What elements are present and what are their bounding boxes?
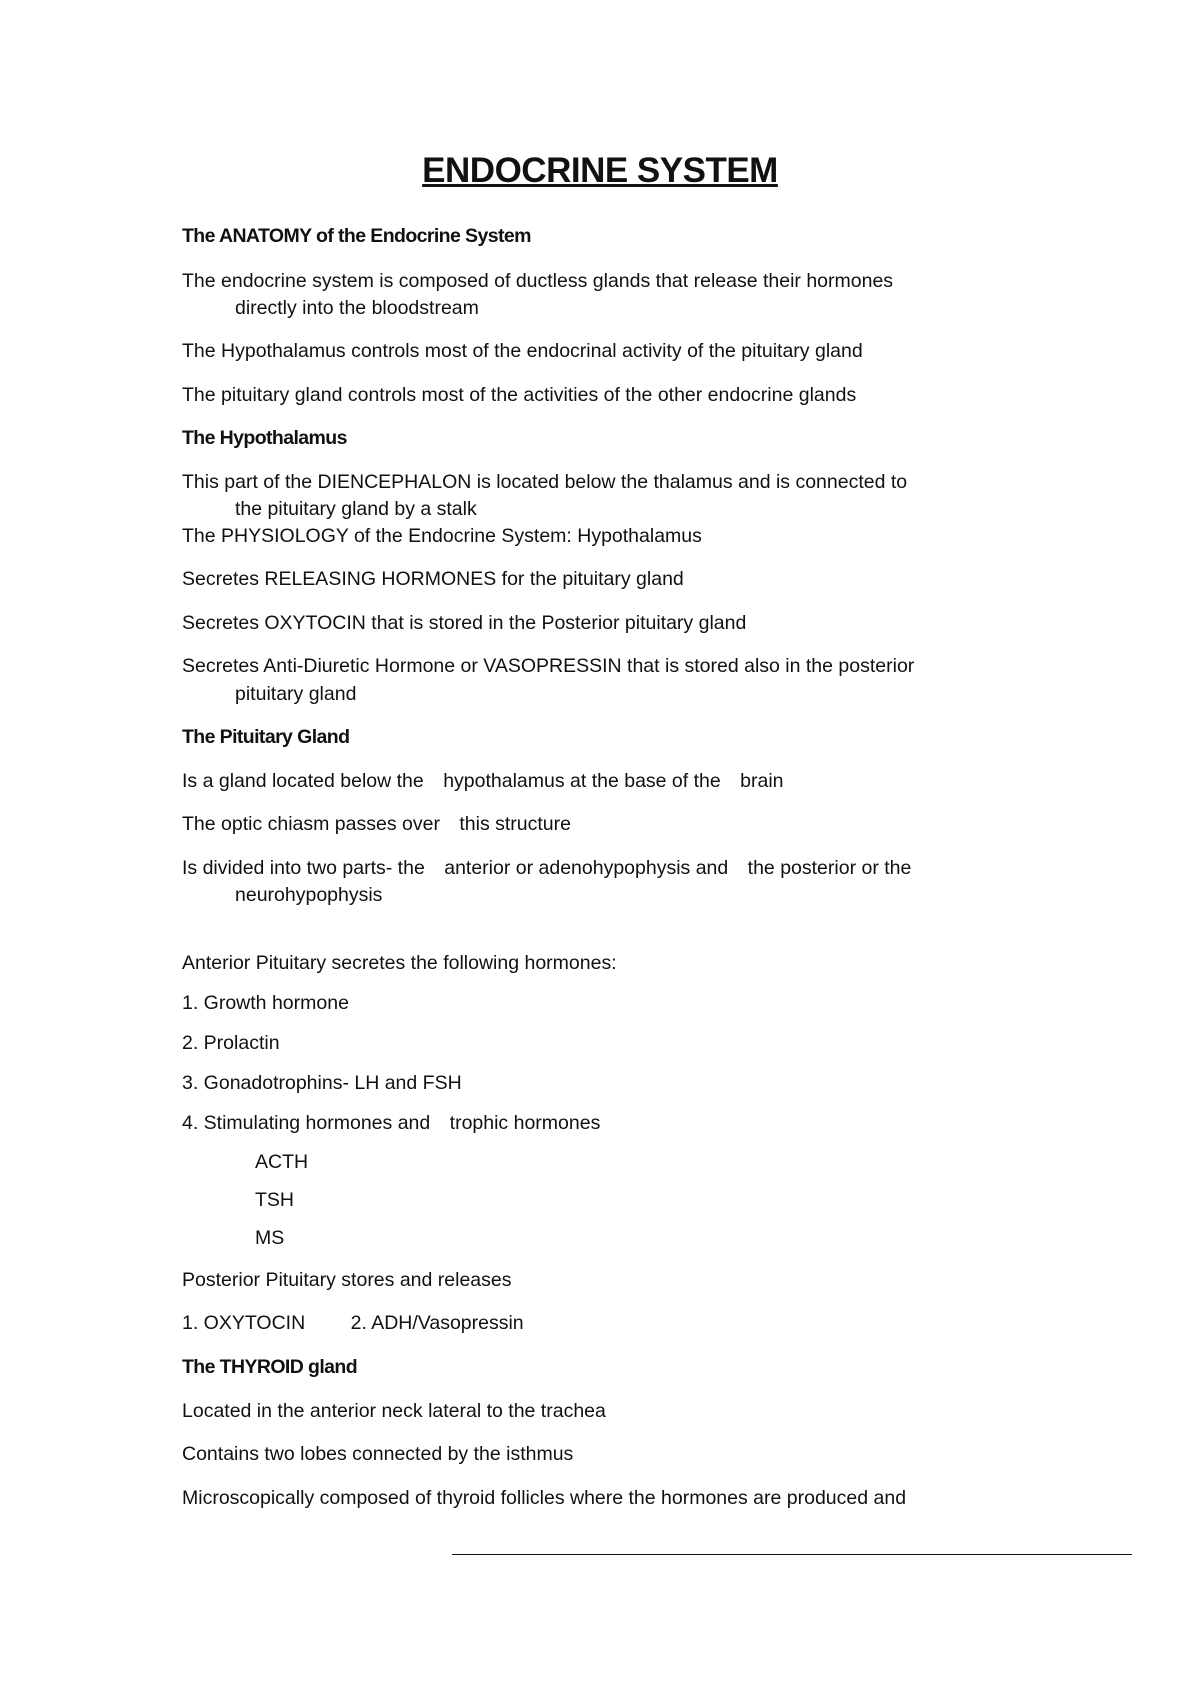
pituitary-p1-part-c: brain <box>740 770 784 792</box>
hypothalamus-paragraph-3: Secretes RELEASING HORMONES for the pituitary gland <box>182 568 684 590</box>
posterior-item-1: 1. OXYTOCIN <box>182 1312 306 1334</box>
hypothalamus-paragraph-5: Secretes Anti-Diuretic Hormone or VASOPRESSIN that is stored also in the posterior <box>182 655 915 677</box>
pituitary-p1-part-b: hypothalamus at the base of the <box>443 770 721 792</box>
pituitary-p1-part-a: Is a gland located below the <box>182 770 424 792</box>
heading-pituitary: The Pituitary Gland <box>182 726 350 748</box>
pituitary-p3-part-b: anterior or adenohypophysis and <box>444 857 729 879</box>
posterior-pituitary-list <box>182 1310 524 1336</box>
hypothalamus-paragraph-4: Secretes OXYTOCIN that is stored in the Posterior pituitary gland <box>182 612 747 634</box>
pituitary-paragraph-1 <box>182 768 784 794</box>
anatomy-paragraph-1-cont: directly into the bloodstream <box>235 297 479 319</box>
heading-anatomy: The ANATOMY of the Endocrine System <box>182 225 531 247</box>
list-item: 3. Gonadotrophins- LH and FSH <box>182 1072 462 1094</box>
fill-in-blank-line <box>452 1554 1132 1555</box>
hypothalamus-paragraph-2: The PHYSIOLOGY of the Endocrine System: Hypothalamus <box>182 525 702 547</box>
list-item: 1. Growth hormone <box>182 992 349 1014</box>
list-item: 2. Prolactin <box>182 1032 280 1054</box>
heading-hypothalamus: The Hypothalamus <box>182 427 347 449</box>
anatomy-paragraph-1: The endocrine system is composed of ductless glands that release their hormones <box>182 270 894 292</box>
sub-list-item: MS <box>255 1227 285 1249</box>
thyroid-paragraph-2: Contains two lobes connected by the isthmus <box>182 1443 574 1465</box>
posterior-pituitary-intro: Posterior Pituitary stores and releases <box>182 1269 512 1291</box>
pituitary-p3-part-c: the posterior or the <box>747 857 912 879</box>
hypothalamus-paragraph-1-cont: the pituitary gland by a stalk <box>235 498 477 520</box>
pituitary-paragraph-2 <box>182 811 571 837</box>
pituitary-p3-part-a: Is divided into two parts- the <box>182 857 425 879</box>
pituitary-p2-part-b: this structure <box>459 813 571 835</box>
posterior-item-2: 2. ADH/Vasopressin <box>350 1312 524 1334</box>
pituitary-paragraph-3 <box>182 855 911 881</box>
heading-thyroid: The THYROID gland <box>182 1356 358 1378</box>
list-item-4-part-a: 4. Stimulating hormones and <box>182 1112 431 1134</box>
sub-list-item: ACTH <box>255 1151 309 1173</box>
thyroid-paragraph-3: Microscopically composed of thyroid follicles where the hormones are produced and <box>182 1487 907 1509</box>
anterior-pituitary-intro: Anterior Pituitary secretes the following hormones: <box>182 952 617 974</box>
pituitary-paragraph-3-cont: neurohypophysis <box>235 884 383 906</box>
list-item-4-part-b: trophic hormones <box>449 1112 601 1134</box>
anatomy-paragraph-3: The pituitary gland controls most of the activities of the other endocrine glands <box>182 384 857 406</box>
pituitary-p2-part-a: The optic chiasm passes over <box>182 813 440 835</box>
sub-list-item: TSH <box>255 1189 294 1211</box>
document-title: ENDOCRINE SYSTEM <box>422 151 778 190</box>
anatomy-paragraph-2: The Hypothalamus controls most of the endocrinal activity of the pituitary gland <box>182 340 863 362</box>
hypothalamus-paragraph-5-cont: pituitary gland <box>235 683 357 705</box>
hypothalamus-paragraph-1: This part of the DIENCEPHALON is located below the thalamus and is connected to <box>182 471 908 493</box>
list-item-4 <box>182 1110 600 1136</box>
thyroid-paragraph-1: Located in the anterior neck lateral to the trachea <box>182 1400 606 1422</box>
